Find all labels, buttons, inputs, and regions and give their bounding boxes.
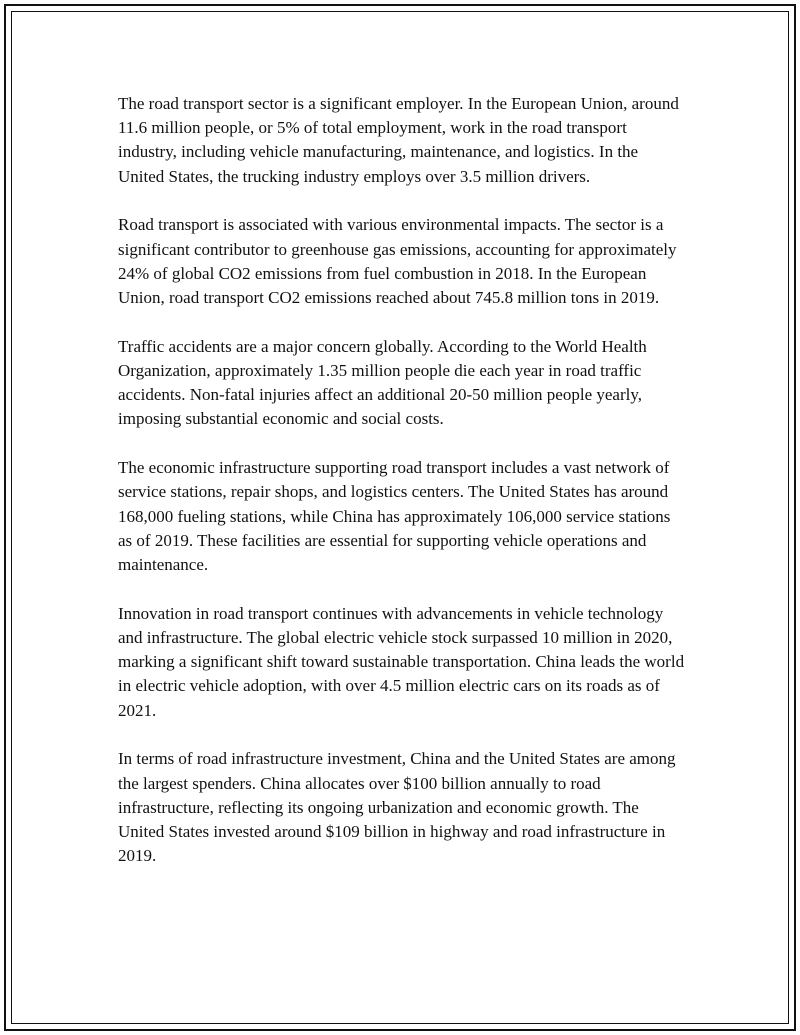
paragraph-accidents: Traffic accidents are a major concern globally. According to the World Health Organization, approximately 1.35 million people die each year in road traffic accidents. Non-fatal injuries affect an additional 20-50 million people yearly, imposing substantial economic and social costs. — [118, 336, 647, 429]
paragraph-investment: In terms of road infrastructure investment, China and the United States are among the largest spenders. China allocates over $100 billion annually to road infrastructure, reflecting its ongoing urbanization and economic growth. The United States invested around $109 billion in highway and road infrastructure in 2019. — [118, 749, 676, 866]
paragraph-environment: Road transport is associated with various environmental impacts. The sector is a significant contributor to greenhouse gas emissions, accounting for approximately 24% of global CO2 emissions from fuel combustion in 2018. In the European Union, road transport CO2 emissions reached about 745.8 million tons in 2019. — [118, 215, 677, 308]
document-body — [118, 92, 688, 893]
paragraph-innovation: Innovation in road transport continues with advancements in vehicle technology and infrastructure. The global electric vehicle stock surpassed 10 million in 2020, marking a significant shift toward sustainable transportation. China leads the world in electric vehicle adoption, with over 4.5 million electric cars on its roads as of 2021. — [118, 603, 685, 720]
paragraph-employment: The road transport sector is a significant employer. In the European Union, around 11.6 million people, or 5% of total employment, work in the road transport industry, including vehicle manufacturing, maintenance, and logistics. In the United States, the trucking industry employs over 3.5 million drivers. — [118, 94, 679, 186]
paragraph-infrastructure: The economic infrastructure supporting road transport includes a vast network of service stations, repair shops, and logistics centers. The United States has around 168,000 fueling stations, while China has approximately 106,000 service stations as of 2019. These facilities are essential for supporting vehicle operations and maintenance. — [118, 458, 671, 575]
